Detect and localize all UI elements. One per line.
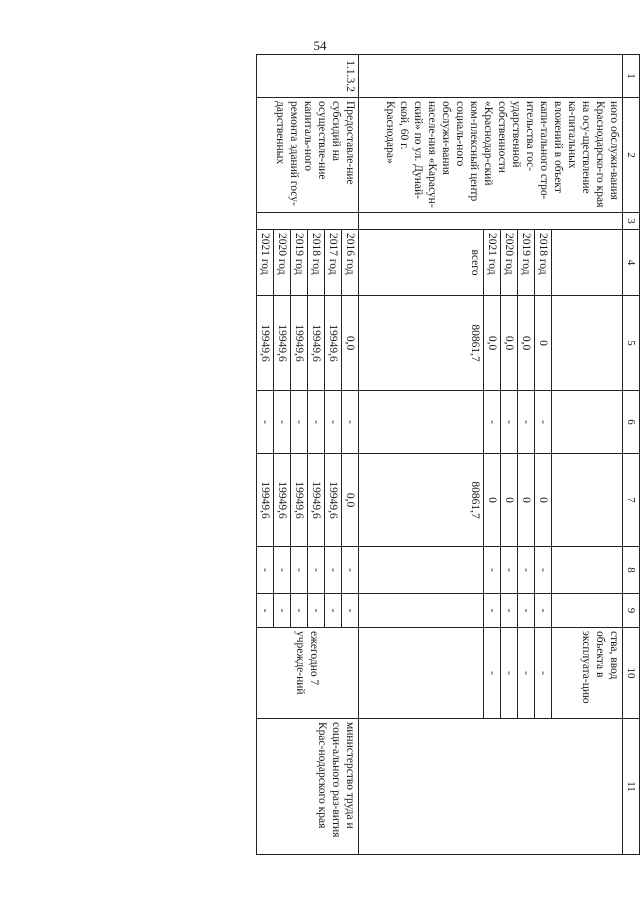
table-row: [342, 55, 359, 855]
header-cell: 3: [623, 213, 640, 230]
value-cell: -: [342, 594, 359, 628]
empty-cell: [359, 547, 484, 594]
value-cell: 19949,6: [325, 296, 342, 391]
value-cell: -: [274, 594, 291, 628]
value-cell: -: [501, 594, 518, 628]
result-cell: ежегодно 7 учрежде-ний: [257, 628, 359, 719]
value-cell: 19949,6: [291, 296, 308, 391]
program-table: [256, 54, 640, 855]
value-cell: 0: [484, 454, 501, 547]
value-cell: 19949,6: [325, 454, 342, 547]
year-cell: 2017 год: [325, 230, 342, 296]
year-cell: 2020 год: [274, 230, 291, 296]
value-cell: -: [501, 391, 518, 454]
value-cell: 0,0: [518, 296, 535, 391]
value-cell: -: [291, 391, 308, 454]
code-cell: [359, 55, 623, 98]
value-cell: -: [308, 594, 325, 628]
total-label-cell: всего: [359, 230, 484, 296]
value-cell: -: [484, 594, 501, 628]
value-cell: -: [501, 628, 518, 719]
header-cell: 9: [623, 594, 640, 628]
value-cell: -: [291, 594, 308, 628]
result-cell: ства, ввод объекта в эксплуата-цию: [552, 628, 623, 719]
value-cell: -: [308, 547, 325, 594]
value-cell: -: [325, 391, 342, 454]
year-cell: 2016 год: [342, 230, 359, 296]
header-cell: 2: [623, 98, 640, 213]
empty-cell: [552, 230, 623, 296]
value-cell: -: [274, 391, 291, 454]
value-cell: 19949,6: [291, 454, 308, 547]
value-cell: -: [535, 391, 552, 454]
value-cell: 0,0: [342, 454, 359, 547]
value-cell: -: [274, 547, 291, 594]
value-cell: -: [257, 391, 274, 454]
value-cell: -: [291, 547, 308, 594]
header-cell: 8: [623, 547, 640, 594]
value-cell: -: [501, 547, 518, 594]
empty-cell: [257, 213, 359, 230]
empty-cell: [359, 391, 484, 454]
empty-cell: [359, 628, 484, 719]
value-cell: 0,0: [501, 296, 518, 391]
year-cell: 2020 год: [501, 230, 518, 296]
value-cell: -: [535, 547, 552, 594]
rotated-table-container: [94, 54, 640, 854]
value-cell: 19949,6: [308, 454, 325, 547]
empty-cell: [552, 296, 623, 391]
value-cell: 19949,6: [274, 454, 291, 547]
value-cell: 0,0: [342, 296, 359, 391]
value-cell: 19949,6: [308, 296, 325, 391]
description-cell: ного обслужи-вания Краснодарско-го края на осу-ществление ка-питальных вложений в объект капи-тального стро-ительства гос-ударственной собственности «Краснодар-ский ком-плексный центр социаль-ного обслужи-вания населе-ния «Карасун-ский» по ул. Дунай-ской, 60 г. Краснодара»: [359, 98, 623, 213]
value-cell: -: [325, 547, 342, 594]
value-cell: 19949,6: [257, 454, 274, 547]
value-cell: 80861,7: [359, 454, 484, 547]
year-cell: 2018 год: [535, 230, 552, 296]
table-row: [552, 55, 623, 855]
value-cell: -: [518, 547, 535, 594]
year-cell: 2021 год: [484, 230, 501, 296]
empty-cell: [552, 547, 623, 594]
value-cell: 0: [535, 296, 552, 391]
header-cell: 1: [623, 55, 640, 98]
year-cell: 2019 год: [291, 230, 308, 296]
value-cell: -: [484, 547, 501, 594]
value-cell: -: [535, 628, 552, 719]
empty-cell: [552, 594, 623, 628]
value-cell: 80861,7: [359, 296, 484, 391]
year-cell: 2019 год: [518, 230, 535, 296]
page-number: 54: [313, 38, 327, 53]
value-cell: -: [342, 391, 359, 454]
value-cell: -: [308, 391, 325, 454]
description-cell: Предоставле-ние субсидий на осуществле-ние капиталь-ного ремонта зданий госу-дарственных: [257, 98, 359, 213]
value-cell: -: [484, 628, 501, 719]
empty-cell: [552, 391, 623, 454]
value-cell: -: [342, 547, 359, 594]
value-cell: -: [257, 547, 274, 594]
value-cell: 0,0: [484, 296, 501, 391]
empty-cell: [359, 594, 484, 628]
header-cell: 4: [623, 230, 640, 296]
code-cell: 1.1.3.2: [257, 55, 359, 98]
value-cell: -: [484, 391, 501, 454]
year-cell: 2021 год: [257, 230, 274, 296]
executor-cell: [359, 719, 623, 855]
empty-cell: [552, 454, 623, 547]
value-cell: -: [257, 594, 274, 628]
header-cell: 10: [623, 628, 640, 719]
header-cell: 7: [623, 454, 640, 547]
header-row: [623, 55, 640, 855]
value-cell: -: [325, 594, 342, 628]
header-cell: 6: [623, 391, 640, 454]
header-cell: 5: [623, 296, 640, 391]
value-cell: -: [518, 594, 535, 628]
value-cell: -: [518, 391, 535, 454]
value-cell: -: [535, 594, 552, 628]
executor-cell: министерство труда и соци-ального раз-вития Крас-нодарского края: [257, 719, 359, 855]
empty-cell: [359, 213, 623, 230]
value-cell: 19949,6: [274, 296, 291, 391]
value-cell: 19949,6: [257, 296, 274, 391]
header-cell: 11: [623, 719, 640, 855]
value-cell: 0: [535, 454, 552, 547]
value-cell: 0: [501, 454, 518, 547]
value-cell: -: [518, 628, 535, 719]
value-cell: 0: [518, 454, 535, 547]
year-cell: 2018 год: [308, 230, 325, 296]
